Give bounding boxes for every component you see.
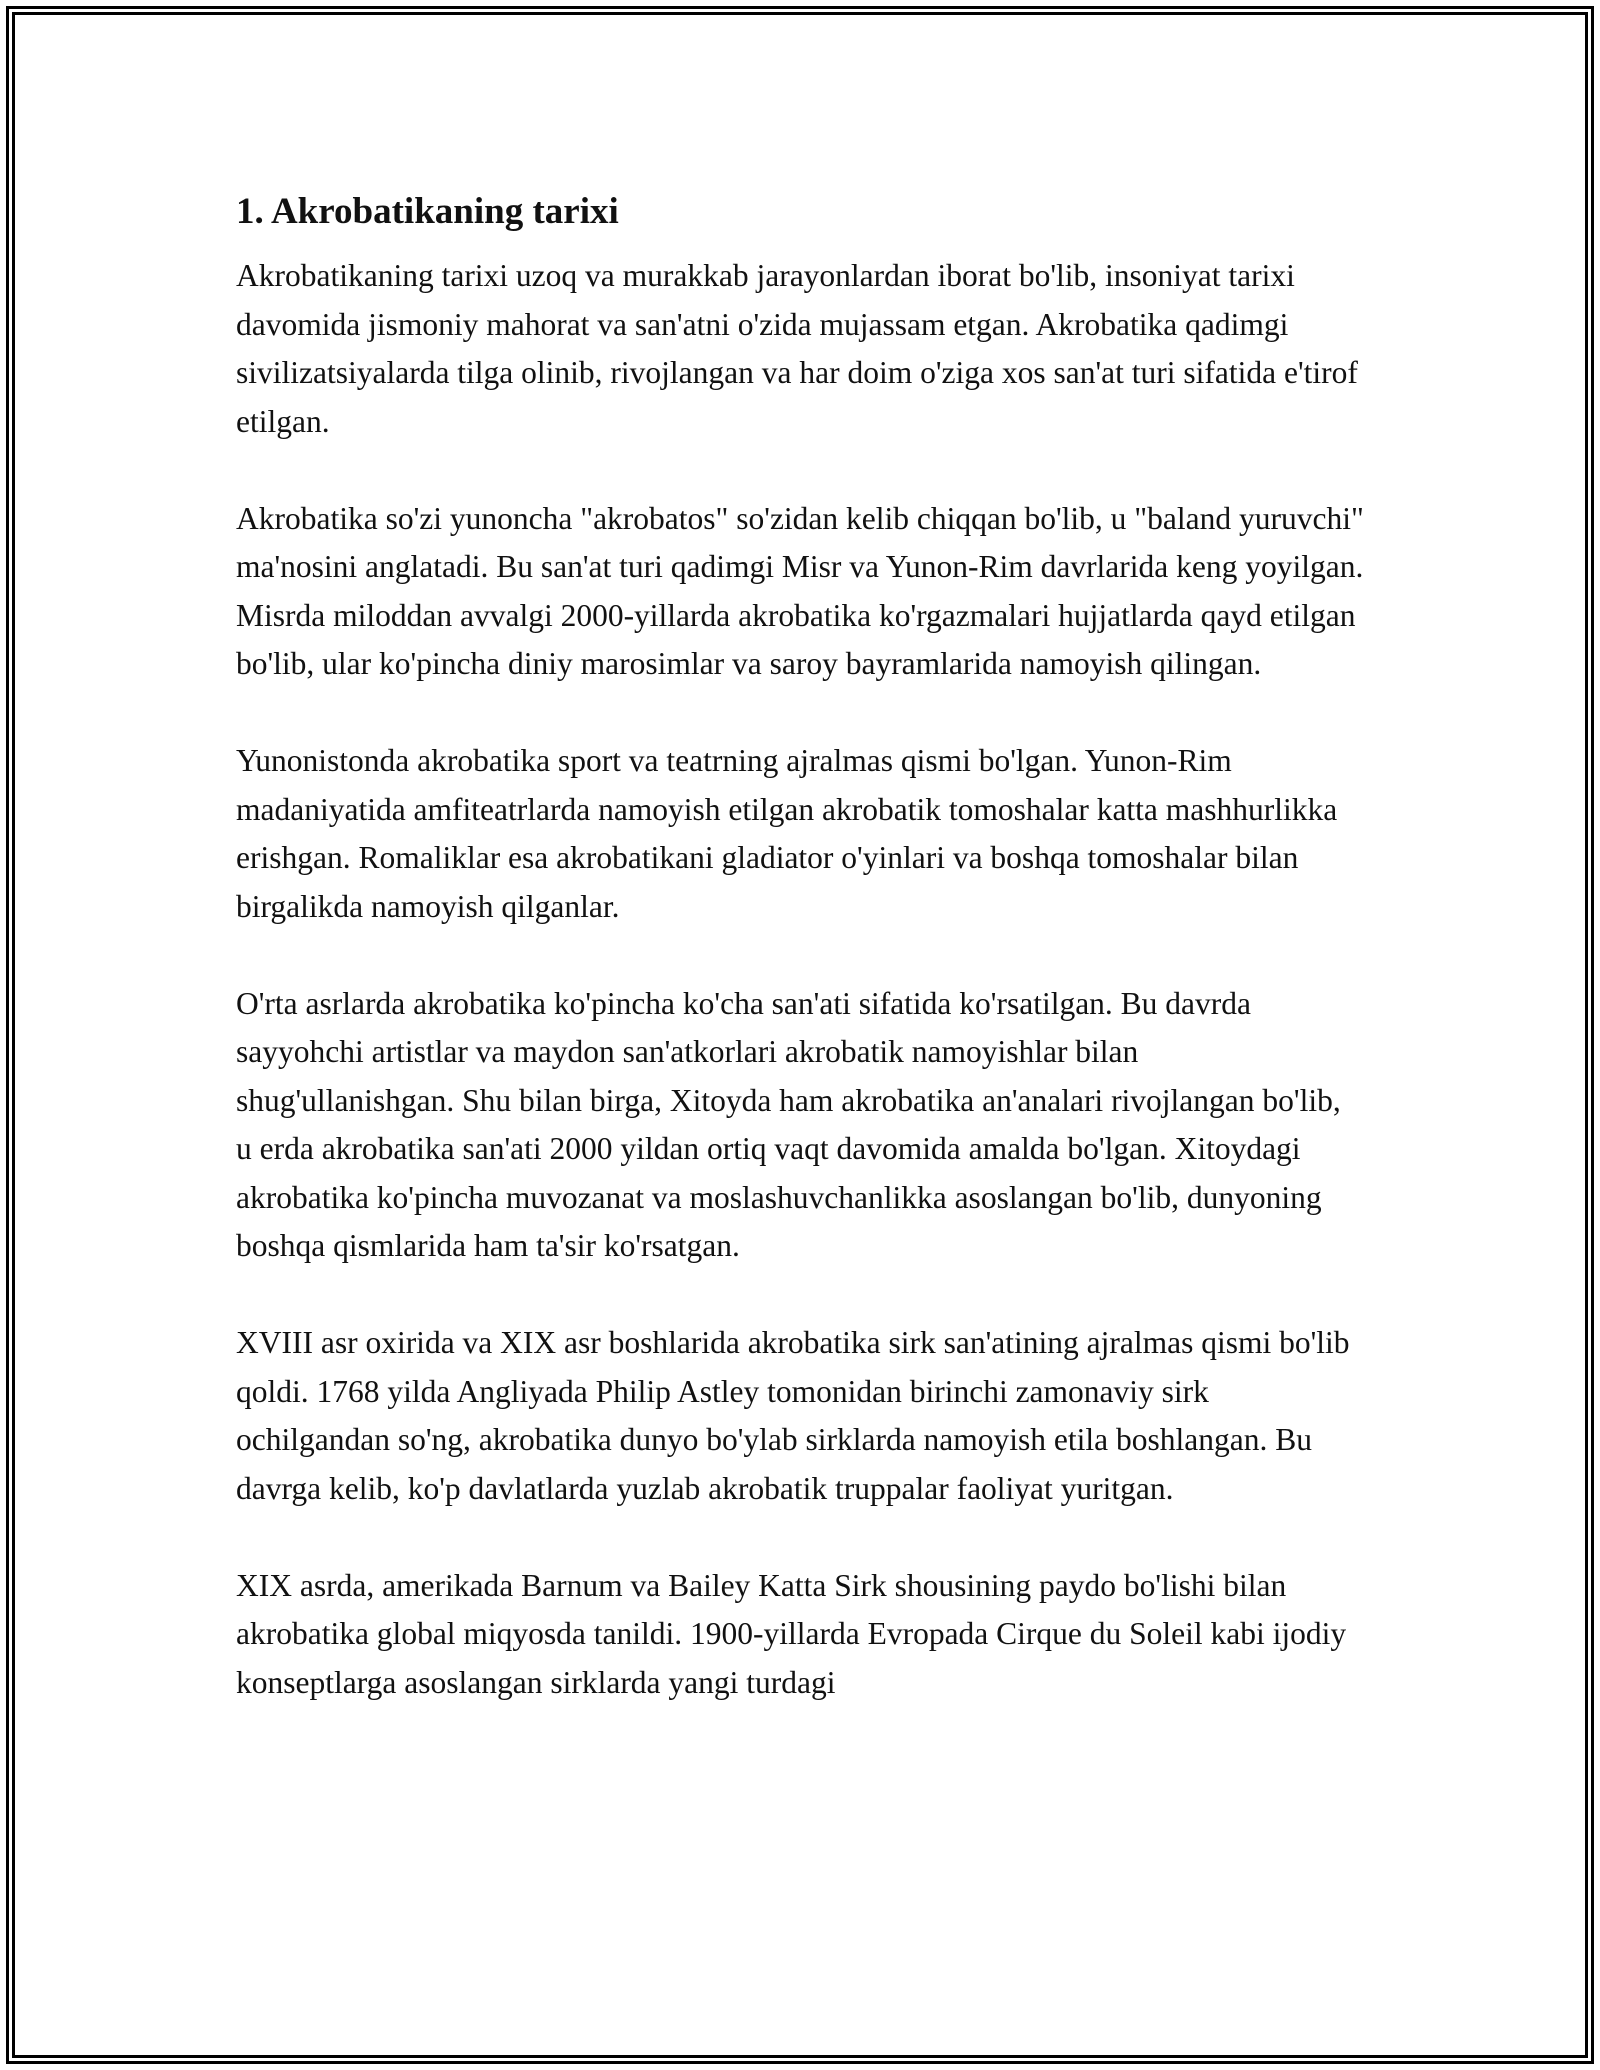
paragraph-5: XVIII asr oxirida va XIX asr boshlarida akrobatika sirk san'atining ajralmas qismi bo'lib qoldi. 1768 yilda Angliyada Philip Astley tomonidan birinchi zamonaviy sirk ochilgandan so'ng, akrobatika dunyo bo'ylab sirklarda namoyish etila boshlangan. Bu davrga kelib, ko'p davlatlarda yuzlab akrobatik truppalar faoliyat yuritgan. <box>236 1325 1350 1506</box>
paragraph-4: O'rta asrlarda akrobatika ko'pincha ko'cha san'ati sifatida ko'rsatilgan. Bu davrda sayyohchi artistlar va maydon san'atkorlari akrobatik namoyishlar bilan shug'ullanishgan. Shu bilan birga, Xitoyda ham akrobatika an'analari rivojlangan bo'lib, u erda akrobatika san'ati 2000 yildan ortiq vaqt davomida amalda bo'lgan. Xitoydagi akrobatika ko'pincha muvozanat va moslashuvchanlikka asoslangan bo'lib, dunyoning boshqa qismlarida ham ta'sir ko'rsatgan. <box>236 985 1341 1263</box>
paragraph-3: Yunonistonda akrobatika sport va teatrning ajralmas qismi bo'lgan. Yunon-Rim madaniyatida amfiteatrlarda namoyish etilgan akrobatik tomoshalar katta mashhurlikka erishgan. Romaliklar esa akrobatikani gladiator o'yinlari va boshqa tomoshalar bilan birgalikda namoyish qilganlar. <box>236 743 1338 924</box>
paragraph-2: Akrobatika so'zi yunoncha "akrobatos" so'zidan kelib chiqqan bo'lib, u "baland yuruvchi" ma'nosini anglatadi. Bu san'at turi qadimgi Misr va Yunon-Rim davrlarida keng yoyilgan. Misrda miloddan avvalgi 2000-yillarda akrobatika ko'rgazmalari hujjatlarda qayd etilgan bo'lib, ular ko'pincha diniy marosimlar va saroy bayramlarida namoyish qilingan. <box>236 500 1364 681</box>
document-body <box>236 186 1364 1756</box>
paragraph-6: XIX asrda, amerikada Barnum va Bailey Katta Sirk shousining paydo bo'lishi bilan akrobatika global miqyosda tanildi. 1900-yillarda Evropada Cirque du Soleil kabi ijodiy konseptlarga asoslangan sirklarda yangi turdagi <box>236 1567 1347 1700</box>
section-heading: 1. Akrobatikaning tarixi <box>236 191 619 232</box>
paragraph-1: Akrobatikaning tarixi uzoq va murakkab jarayonlardan iborat bo'lib, insoniyat tarixi davomida jismoniy mahorat va san'atni o'zida mujassam etgan. Akrobatika qadimgi sivilizatsiyalarda tilga olinib, rivojlangan va har doim o'ziga xos san'at turi sifatida e'tirof etilgan. <box>236 258 1358 439</box>
